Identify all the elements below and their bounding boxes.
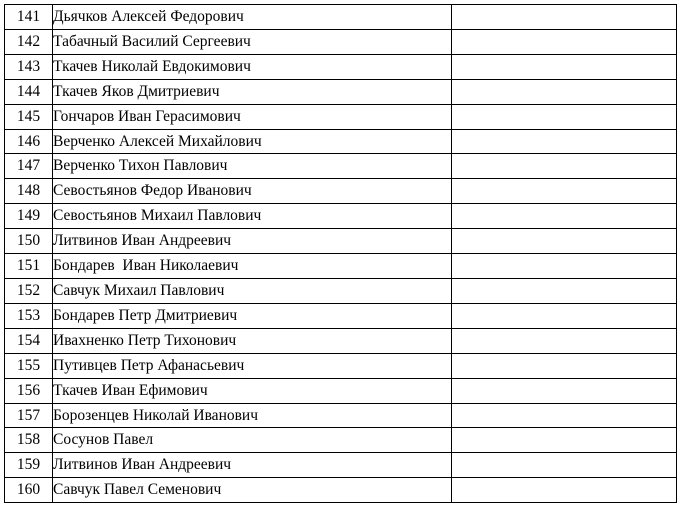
note-cell <box>452 254 677 279</box>
table-row <box>5 353 677 378</box>
person-name: Литвинов Иван Андреевич <box>53 453 452 478</box>
note-cell <box>452 79 677 104</box>
note-cell <box>452 453 677 478</box>
person-name: Ивахненко Петр Тихонович <box>53 328 452 353</box>
note-cell <box>452 378 677 403</box>
note-cell <box>452 229 677 254</box>
row-number: 154 <box>5 328 53 353</box>
note-cell <box>452 154 677 179</box>
table-row <box>5 478 677 503</box>
table-row <box>5 129 677 154</box>
row-number: 144 <box>5 79 53 104</box>
row-number: 141 <box>5 5 53 30</box>
roster-table-body <box>5 5 677 503</box>
table-row <box>5 254 677 279</box>
person-name: Бондарев Иван Николаевич <box>53 254 452 279</box>
person-name: Ткачев Иван Ефимович <box>53 378 452 403</box>
table-row <box>5 453 677 478</box>
person-name: Табачный Василий Сергеевич <box>53 29 452 54</box>
note-cell <box>452 403 677 428</box>
table-row <box>5 428 677 453</box>
table-row <box>5 29 677 54</box>
row-number: 151 <box>5 254 53 279</box>
note-cell <box>452 29 677 54</box>
row-number: 160 <box>5 478 53 503</box>
person-name: Борозенцев Николай Иванович <box>53 403 452 428</box>
person-name: Дьячков Алексей Федорович <box>53 5 452 30</box>
person-name: Сосунов Павел <box>53 428 452 453</box>
note-cell <box>452 104 677 129</box>
table-row <box>5 328 677 353</box>
table-row <box>5 303 677 328</box>
row-number: 146 <box>5 129 53 154</box>
person-name: Севостьянов Михаил Павлович <box>53 204 452 229</box>
table-row <box>5 378 677 403</box>
note-cell <box>452 5 677 30</box>
table-row <box>5 154 677 179</box>
row-number: 158 <box>5 428 53 453</box>
table-row <box>5 278 677 303</box>
row-number: 152 <box>5 278 53 303</box>
person-name: Ткачев Николай Евдокимович <box>53 54 452 79</box>
note-cell <box>452 478 677 503</box>
row-number: 153 <box>5 303 53 328</box>
table-row <box>5 403 677 428</box>
table-row <box>5 54 677 79</box>
person-name: Бондарев Петр Дмитриевич <box>53 303 452 328</box>
row-number: 159 <box>5 453 53 478</box>
table-row <box>5 104 677 129</box>
table-row <box>5 204 677 229</box>
note-cell <box>452 428 677 453</box>
note-cell <box>452 129 677 154</box>
note-cell <box>452 179 677 204</box>
table-row <box>5 5 677 30</box>
person-name: Путивцев Петр Афанасьевич <box>53 353 452 378</box>
note-cell <box>452 328 677 353</box>
row-number: 145 <box>5 104 53 129</box>
row-number: 148 <box>5 179 53 204</box>
row-number: 142 <box>5 29 53 54</box>
row-number: 156 <box>5 378 53 403</box>
note-cell <box>452 204 677 229</box>
person-name: Верченко Алексей Михайлович <box>53 129 452 154</box>
person-name: Савчук Павел Семенович <box>53 478 452 503</box>
person-name: Литвинов Иван Андреевич <box>53 229 452 254</box>
note-cell <box>452 353 677 378</box>
row-number: 150 <box>5 229 53 254</box>
person-name: Гончаров Иван Герасимович <box>53 104 452 129</box>
row-number: 155 <box>5 353 53 378</box>
table-row <box>5 229 677 254</box>
row-number: 157 <box>5 403 53 428</box>
person-name: Севостьянов Федор Иванович <box>53 179 452 204</box>
note-cell <box>452 278 677 303</box>
note-cell <box>452 303 677 328</box>
document-page <box>4 4 677 503</box>
row-number: 143 <box>5 54 53 79</box>
note-cell <box>452 54 677 79</box>
person-name: Савчук Михаил Павлович <box>53 278 452 303</box>
row-number: 149 <box>5 204 53 229</box>
roster-table <box>4 4 677 503</box>
row-number: 147 <box>5 154 53 179</box>
table-row <box>5 79 677 104</box>
table-row <box>5 179 677 204</box>
person-name: Верченко Тихон Павлович <box>53 154 452 179</box>
person-name: Ткачев Яков Дмитриевич <box>53 79 452 104</box>
